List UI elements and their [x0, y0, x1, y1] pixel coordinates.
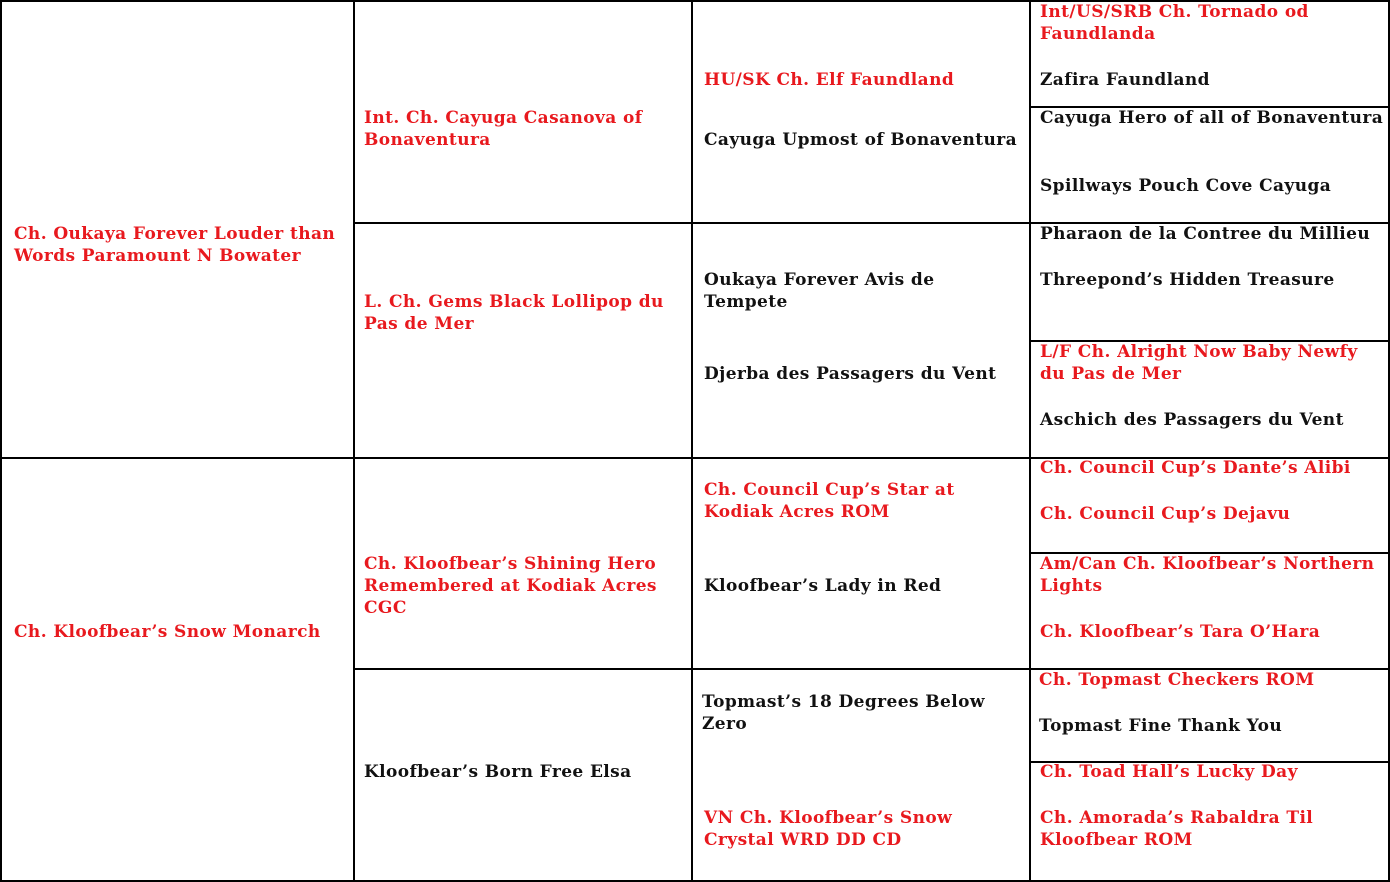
gen4-name-3: Cayuga Hero of all of Bonaventura: [1040, 108, 1384, 128]
gen3-name-3: Oukaya Forever Avis de Tempete: [704, 270, 935, 312]
gen4-name-9: Ch. Council Cup’s Dante’s Alibi: [1040, 458, 1351, 478]
gen4-name-2: Zafira Faundland: [1040, 70, 1210, 90]
gen3-name-4: Djerba des Passagers du Vent: [704, 364, 997, 384]
pedigree-cell-sd: [353, 222, 693, 459]
paternal-granddam-name: L. Ch. Gems Black Lollipop du Pas de Mer: [364, 292, 664, 334]
sire-name: Ch. Oukaya Forever Louder than Words Paramount N Bowater: [14, 224, 336, 266]
gen3-name-2: Cayuga Upmost of Bonaventura: [704, 130, 1018, 150]
gen4-name-1: Int/US/SRB Ch. Tornado od Faundlanda: [1040, 2, 1309, 44]
gen4-name-11: Am/Can Ch. Kloofbear’s Northern Lights: [1040, 554, 1375, 596]
dam-name: Ch. Kloofbear’s Snow Monarch: [14, 622, 321, 642]
gen4-name-16: Ch. Amorada’s Rabaldra Til Kloofbear ROM: [1040, 808, 1314, 850]
maternal-granddam-name: Kloofbear’s Born Free Elsa: [364, 762, 632, 782]
pedigree-cell-col3-a: [691, 0, 1031, 224]
gen3-name-8: VN Ch. Kloofbear’s Snow Crystal WRD DD CD: [704, 808, 953, 850]
gen4-name-10: Ch. Council Cup’s Dejavu: [1040, 504, 1291, 524]
pedigree-cell-dam: [0, 457, 355, 882]
gen4-name-14: Topmast Fine Thank You: [1039, 716, 1283, 736]
gen4-name-15: Ch. Toad Hall’s Lucky Day: [1040, 762, 1298, 782]
gen4-name-12: Ch. Kloofbear’s Tara O’Hara: [1040, 622, 1321, 642]
gen4-name-4: Spillways Pouch Cove Cayuga: [1040, 176, 1332, 196]
gen3-name-6: Kloofbear’s Lady in Red: [704, 576, 942, 596]
maternal-grandsire-name: Ch. Kloofbear’s Shining Hero Remembered at Kodiak Acres CGC: [364, 554, 657, 618]
paternal-grandsire-name: Int. Ch. Cayuga Casanova of Bonaventura: [364, 108, 643, 150]
pedigree-cell-col3-b: [691, 222, 1031, 459]
gen3-name-5: Ch. Council Cup’s Star at Kodiak Acres ROM: [704, 480, 955, 522]
gen4-name-8: Aschich des Passagers du Vent: [1040, 410, 1344, 430]
gen3-name-7: Topmast’s 18 Degrees Below Zero: [702, 692, 985, 734]
gen3-name-1: HU/SK Ch. Elf Faundland: [704, 70, 955, 90]
gen4-name-7: L/F Ch. Alright Now Baby Newfy du Pas de Mer: [1040, 342, 1358, 384]
gen4-name-5: Pharaon de la Contree du Millieu: [1040, 224, 1371, 244]
gen4-name-6: Threepond’s Hidden Treasure: [1040, 270, 1335, 290]
gen4-name-13: Ch. Topmast Checkers ROM: [1039, 670, 1315, 690]
